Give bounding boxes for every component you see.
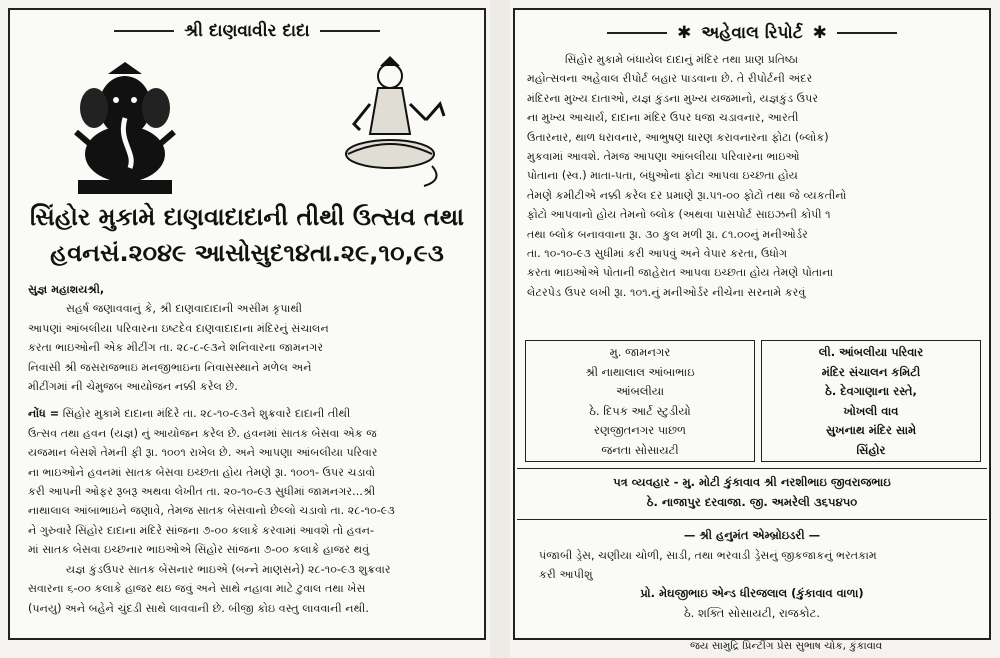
closing-line: (પનયુ) અને બહેને ચુંદડી સાથે લાવવાની છે. બીજી કોઇ વસ્તુ લાવવાની નથી. bbox=[28, 601, 369, 615]
correspondence-line: પત્ર વ્યવહાર - મુ. મોટી કુંકાવાવ શ્રી નરશીભાઇ જીવરાજભાઇ bbox=[613, 475, 891, 489]
correspondence-line: ઠે. નાજાપુર દરવાજા. જી. અમરેલી ૩૬૫૪૫૦ bbox=[646, 494, 858, 509]
ad-address: ઠે. શક્તિ સોસાયટી, રાજકોટ. bbox=[683, 605, 820, 620]
left-header bbox=[10, 16, 484, 46]
ad-title: — શ્રી હનુમંત એમ્બ્રોઇડરી — bbox=[683, 528, 821, 542]
address-line: આંબલીયા bbox=[615, 384, 665, 398]
address-line: ઠે. દેવગાણાના રસ્તે, bbox=[825, 384, 917, 398]
right-header-title: અહેવાલ રિપોર્ટ bbox=[701, 23, 803, 43]
note-line: યજમાન બેસશે તેમની ફી રૂા. ૧૦૦૧ રાખેલ છે. અને આપણા આંબલીયા પરિવાર bbox=[28, 446, 378, 460]
note-line: સિંહોર મુકામે દાદાના મંદિરે તા. ૨૮-૧૦-૯૩ને શુક્રવારે દાદાની તીથી bbox=[62, 407, 351, 421]
ad-proprietor: પ્રો. મેઘજીભાઇ એન્ડ ધીરજલાલ (કુંકાવાવ વાળા) bbox=[640, 586, 864, 601]
report-line: મુકવામાં આવશે. તેમજ આપણા આંબલીયા પરિવારના ભાઇઓ bbox=[527, 150, 800, 164]
address-line: સિંહોર bbox=[856, 442, 886, 457]
address-line: લી. આંબલીયા પરિવાર bbox=[818, 345, 924, 359]
address-line: ખોખલી વાવ bbox=[843, 403, 899, 418]
intro-line: કરતા ભાઇઓની એક મીટીંગ તા. ૨૮-૮-૯૩ને શનિવારના જામનગર bbox=[28, 341, 324, 355]
intro-paragraph bbox=[28, 299, 470, 396]
report-line: મંદિરના મુખ્ય દાતાઓ, યજ્ઞ કુંડના મુખ્ય યજમાનો, યજ્ઞકુંડ ઉપર bbox=[527, 91, 819, 105]
address-line: રણજીતનગર પાછળ bbox=[594, 423, 686, 437]
report-line: તથા બ્લોક બનાવવાના રૂા. ૩૦ કુલ મળી રૂા. ૮૧.૦૦નું મનીઓર્ડર bbox=[527, 227, 808, 241]
report-line: સિંહોર મુકામે બંધાયેલ દાદાનું મંદિર તથા પ્રાણ પ્રતિષ્ઠા bbox=[565, 53, 799, 66]
correspondence-box bbox=[517, 468, 987, 520]
address-line: સુખનાથ મંદિર સામે bbox=[825, 423, 917, 437]
address-line: જનતા સોસાયટી bbox=[601, 442, 679, 457]
address-line: મુ. જામનગર bbox=[609, 345, 671, 359]
note-line: ઉત્સવ તથા હવન (યજ્ઞ) નું આયોજન કરેલ છે. હવનમાં સાતક બેસવા એક જ bbox=[28, 426, 377, 440]
note-line: ના ભાઇઓને હવનમાં સાતક બેસવા ઇચ્છતા હોય તેમણે રૂા. ૧૦૦૧- ઉપર ચડાવો bbox=[28, 465, 376, 479]
right-page bbox=[513, 8, 991, 640]
asterisk-icon: ✱ bbox=[812, 23, 827, 43]
report-line: ઉતારનાર, થાળ ધરાવનાર, આભુષણ ધારણ કરાવનારના ફોટા (બ્લોક) bbox=[527, 130, 829, 144]
closing-line: યજ્ઞ કુંડઉપર સાતક બેસનાર ભાઇએ (બન્ને માણસને) ૨૮-૧૦-૯૩ શુક્રવાર bbox=[66, 562, 391, 576]
report-line: તેમણે કમીટીએ નક્કી કરેલ દર પ્રમાણે રૂા.૫૧-૦૦ ફોટો તથા જે વ્યકતીનો bbox=[527, 188, 847, 202]
headline-line-2: હવનસં.૨૦૪૯ આસોસુદ૧૪તા.૨૯,૧૦,૯૩ bbox=[50, 239, 444, 267]
embroidery-ad bbox=[525, 526, 979, 622]
ad-body-line: પંજાબી ડ્રેસ, ચણીયા ચોળી, સાડી, તથા ભરવાડી ડ્રેસનું જીકજાકનું ભરતકામ bbox=[539, 548, 877, 562]
note-line: નાથાલાલ આંબાભાઇને જણાવે, તેમજ સાતક બેસવાનો છેલ્લો ચડાવો તા. ૨૮-૧૦-૯૩ bbox=[28, 504, 395, 518]
report-line: કરતા ભાઇઓએ પોતાની જાહેરાત આપવા ઇચ્છતા હોય તેમણે પોતાના bbox=[527, 266, 834, 280]
headline-line-1: સિંહોર મુકામે દાણવાદાદાની તીથી ઉત્સવ તથા bbox=[29, 203, 465, 231]
page-gutter bbox=[490, 0, 510, 658]
address-line: ઠે. દિપક આર્ટ સ્ટુડીયો bbox=[589, 403, 691, 418]
closing-paragraph bbox=[28, 560, 470, 618]
address-box-left bbox=[525, 340, 755, 462]
hanuman-illustration bbox=[340, 54, 450, 194]
printer-footer: જય સામુદ્રિ પ્રિન્ટીંગ પ્રેસ સુભાષ ચોક, કુંકાવાવ bbox=[690, 640, 883, 652]
note-line: માં સાતક બેસવા ઇચ્છનાર ભાઇઓએ સિંહોર સાંજના ૭-૦૦ કલાકે હાજર થવું bbox=[28, 543, 370, 557]
intro-line: નિવાસી શ્રી જસરાજભાઇ મનજીભાઇના નિવાસસ્થાને મળેલ અને bbox=[28, 360, 312, 374]
asterisk-icon: ✱ bbox=[677, 23, 692, 43]
report-line: ના મુખ્ય આચાર્ય, દાદાના મંદિર ઉપર ધજા ચડાવનાર, આરતી bbox=[527, 111, 799, 125]
right-header bbox=[515, 18, 989, 48]
report-line: પોતાના (સ્વ.) માતા-પતા, બંધુઓના ફોટા આપવા ઇચ્છતા હોય bbox=[527, 169, 798, 183]
note-line: ને ગુરુવારે સિંહોર દાદાના મંદિરે સાંજના ૭-૦૦ કલાકે કરવામાં આવશે તો હવન- bbox=[28, 523, 375, 537]
intro-line: સહર્ષ જણાવવાનું કે, શ્રી દાણવાદાદાની અસીમ કૃપાથી bbox=[66, 302, 303, 316]
address-line: મંદિર સંચાલન કમિટી bbox=[821, 364, 921, 379]
ganesh-illustration bbox=[70, 62, 180, 200]
salutation: સુજ્ઞ મહાશયશ્રી, bbox=[28, 283, 105, 296]
left-page bbox=[8, 8, 486, 640]
address-box-right bbox=[761, 340, 981, 462]
closing-line: સવારના ૬-૦૦ કલાકે હાજર થઇ જવું અને સાથે નહાવા માટે ટુવાલ તથા ખેસ bbox=[28, 582, 366, 596]
left-header-title: શ્રી દાણવાવીર દાદા bbox=[184, 21, 310, 41]
report-line: મહોત્સવના અહેવાલ રીપોર્ટ બહાર પાડવાના છે. તે રીપોર્ટની અંદર bbox=[527, 72, 813, 86]
address-line: શ્રી નાથાલાલ આંબાભાઇ bbox=[585, 364, 695, 379]
note-paragraph bbox=[28, 404, 470, 559]
report-paragraph bbox=[527, 50, 979, 302]
intro-line: મીટીંગમાં ની ચેમુજબ આયોજન નક્કી કરેલ છે. bbox=[28, 380, 238, 394]
report-line: લેટરપેડ ઉપર લખી રૂા. ૧૦૧.નું મનીઓર્ડર નીચેના સરનામે કરવું bbox=[527, 285, 806, 299]
intro-line: આપણાં આંબલીયા પરિવારના ઇષ્ટદેવ દાણવાદાદાના મંદિરનું સંચાલન bbox=[28, 321, 329, 335]
note-line: કરી આપની ઓફર રૂબરૂ અથવા લેખીત તા. ૨૦-૧૦-૯૩ સુધીમાં જામનગર...શ્રી bbox=[28, 485, 376, 499]
note-label: નોંધ = bbox=[28, 407, 60, 421]
left-body bbox=[28, 280, 470, 618]
report-line: ફોટો આપવાનો હોય તેમનો બ્લોક (અથવા પાસપોર્ટ સાઇઝની કોપી ૧ bbox=[527, 208, 831, 222]
report-line: તા. ૧૦-૧૦-૯૩ સુધીમાં કરી આપવું અને વેપાર કરતા, ઉધોગ bbox=[527, 247, 788, 261]
ad-body-line: કરી આપીશું bbox=[539, 567, 593, 581]
